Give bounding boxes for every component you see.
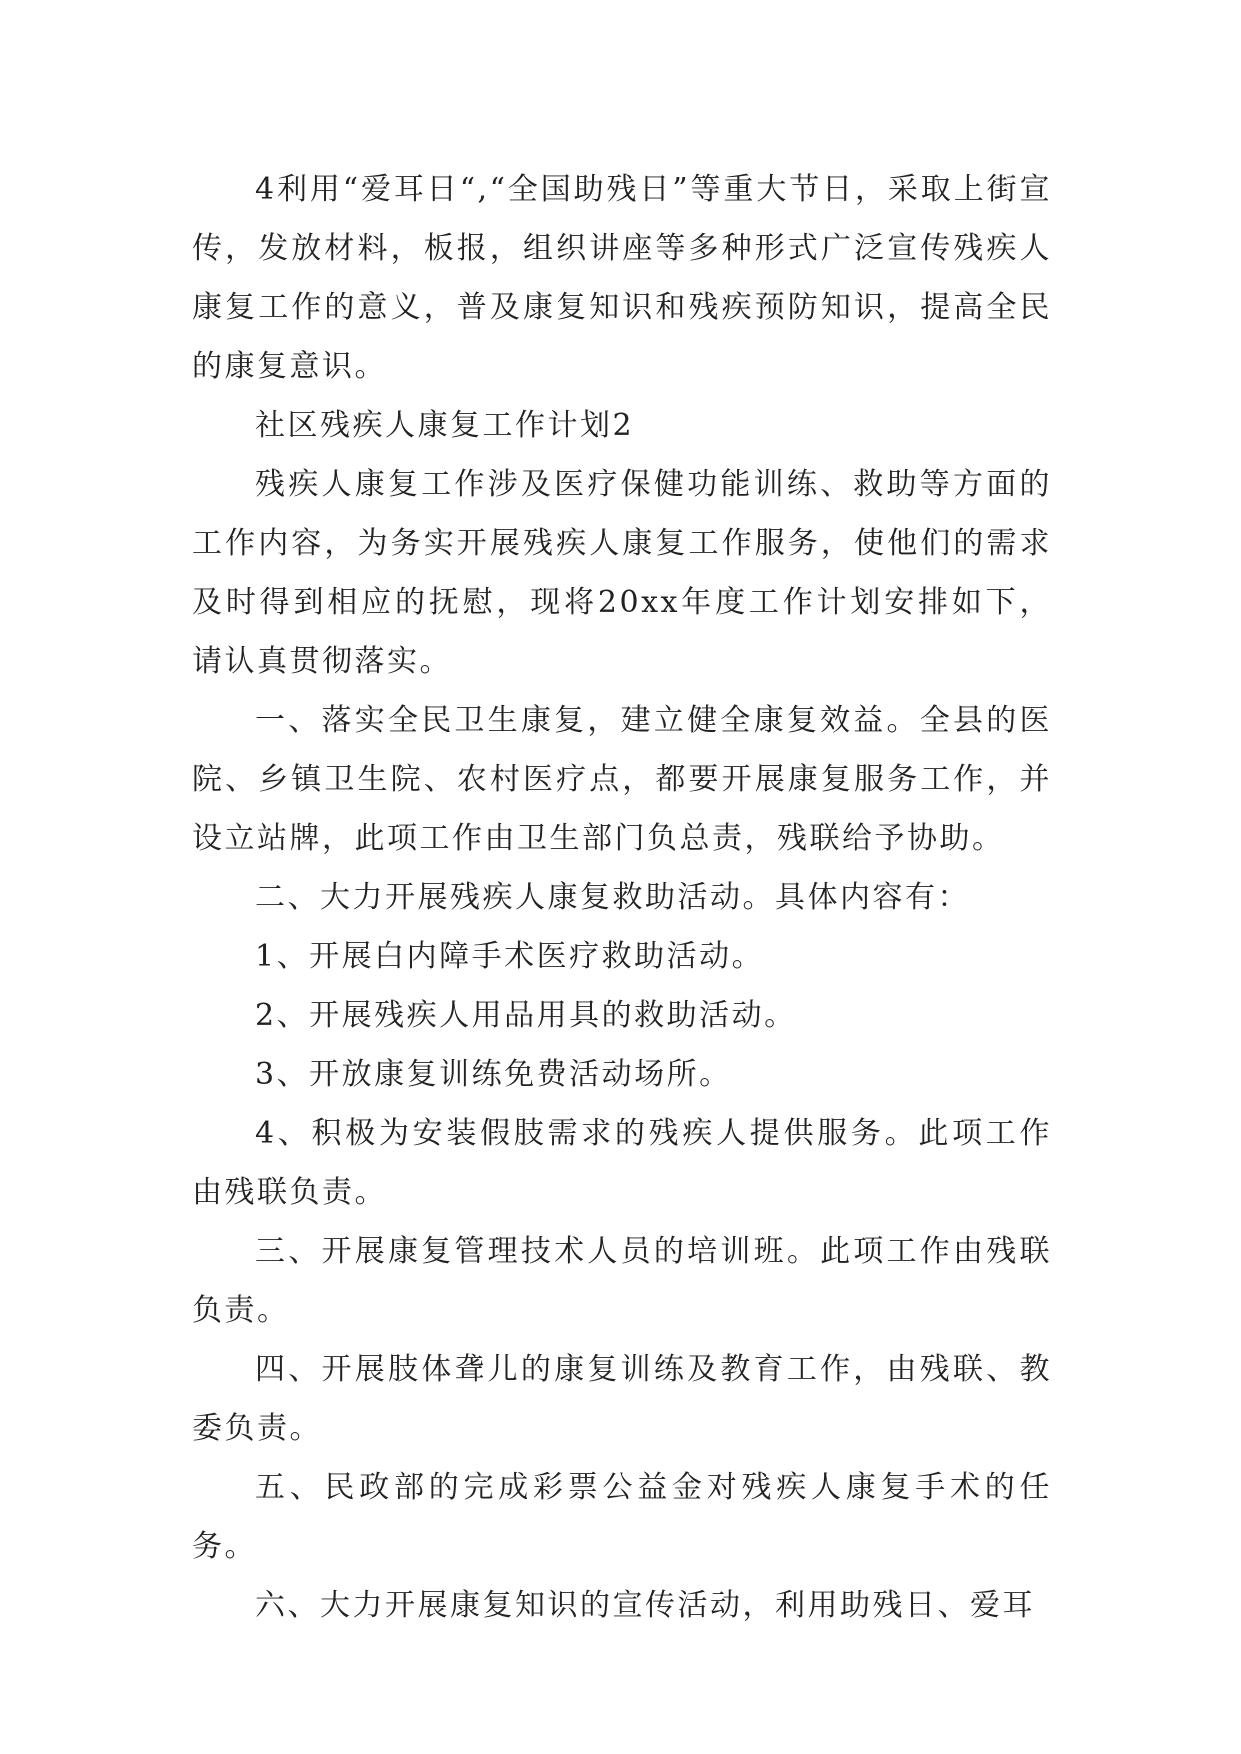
list-item: 3、开放康复训练免费活动场所。	[255, 1057, 732, 1092]
paragraph-item-five: 五、民政部的完成彩票公益金对残疾人康复手术的任务。	[192, 1470, 1052, 1564]
list-item: 1、开展白内障手术医疗救助活动。	[255, 939, 765, 974]
paragraph-item-six: 六、大力开展康复知识的宣传活动，利用助残日、爱耳	[255, 1588, 1035, 1623]
document-body	[192, 160, 1052, 1635]
paragraph-item-two: 二、大力开展残疾人康复救助活动。具体内容有：	[255, 880, 970, 915]
paragraph-item-four: 四、开展肢体聋儿的康复训练及教育工作，由残联、教委负责。	[192, 1352, 1052, 1446]
paragraph-item-three: 三、开展康复管理技术人员的培训班。此项工作由残联负责。	[192, 1234, 1052, 1328]
paragraph-item-one: 一、落实全民卫生康复，建立健全康复效益。全县的医院、乡镇卫生院、农村医疗点，都要开展康复服务工作，并设立站牌，此项工作由卫生部门负总责，残联给予协助。	[192, 703, 1052, 856]
section-heading: 社区残疾人康复工作计划2	[255, 408, 635, 443]
list-item: 2、开展残疾人用品用具的救助活动。	[255, 998, 797, 1033]
paragraph-intro: 残疾人康复工作涉及医疗保健功能训练、救助等方面的工作内容，为务实开展残疾人康复工作服务，使他们的需求及时得到相应的抚慰，现将20xx年度工作计划安排如下，请认真贯彻落实。	[192, 467, 1052, 679]
list-item: 4、积极为安装假肢需求的残疾人提供服务。此项工作由残联负责。	[192, 1116, 1052, 1210]
paragraph-publicity: 4利用“爱耳日“,“全国助残日”等重大节日，采取上街宣传，发放材料，板报，组织讲座等多种形式广泛宣传残疾人康复工作的意义，普及康复知识和残疾预防知识，提高全民的康复意识。	[192, 172, 1052, 384]
